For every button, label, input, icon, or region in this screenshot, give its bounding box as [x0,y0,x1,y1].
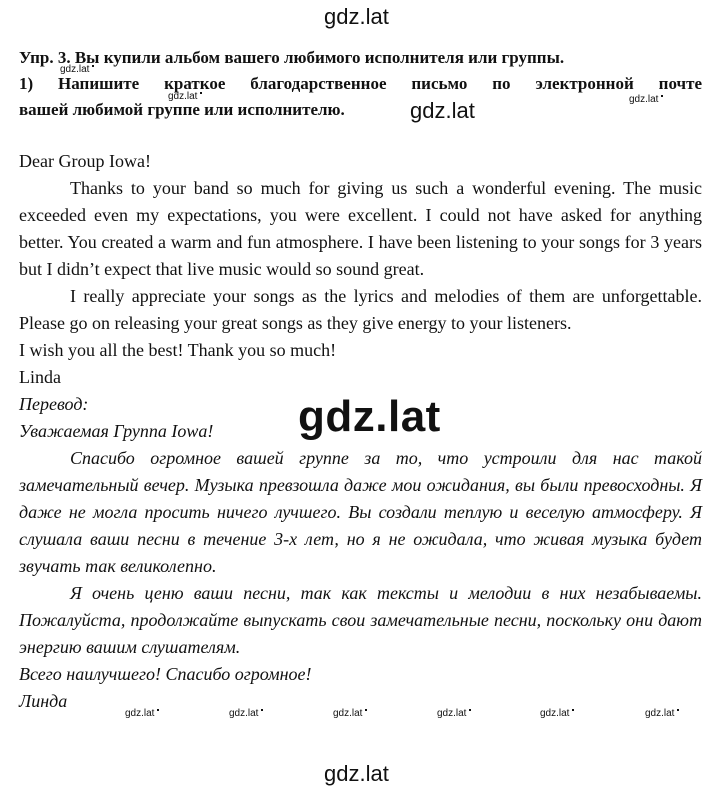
translation-greeting: Уважаемая Группа Iowa! [19,421,214,441]
watermark-inline: gdz.lat [410,98,475,123]
watermark-bottom: gdz.lat [324,761,389,786]
translation-paragraph-1: Спасибо огромное вашей группе за то, что устроили для нас такой замечательный вечер. Музыка превзошла даже мои ожидания, вы были превосходны. Я даже не могла просить ничего лучшего. Вы создали теплую и веселую атмосферу. Я слушала ваши песни в течение 3-х лет, но я не ожидала, что живая музыка будет звучать так великолепно. [19,448,702,576]
translation-paragraph-2: Я очень ценю ваши песни, так как тексты и мелодии в них незабываемы. Пожалуйста, продолжайте выпускать свои замечательные песни, поскольку они дают энергию вашим слушателям. [19,583,702,657]
watermark-small: gdz.lat [540,708,574,719]
translation-signature: Линда [19,691,68,711]
task-statement [19,45,702,123]
letter-greeting: Dear Group Iowa! [19,151,151,171]
task-line-3: вашей любимой группе или исполнителю. [19,100,345,119]
letter-closing: I wish you all the best! Thank you so much! [19,340,337,360]
letter-paragraph-2: I really appreciate your songs as the lyrics and melodies of them are unforgettable. Please go on releasing your great songs as they give energy to your listeners. [19,286,702,333]
watermark-small: gdz.lat [333,708,367,719]
task-line-1: Упр. 3. Вы купили альбом вашего любимого исполнителя или группы. [19,48,565,67]
watermark-small: gdz.lat [437,708,471,719]
watermark-center: gdz.lat [298,392,441,441]
translation-closing: Всего наилучшего! Спасибо огромное! [19,664,312,684]
letter-signature: Linda [19,367,61,387]
watermark-small: gdz.lat [645,708,679,719]
watermark-small: gdz.lat [168,91,202,102]
watermark-small: gdz.lat [125,708,159,719]
translation-heading: Перевод: [19,394,89,414]
watermark-small: gdz.lat [60,64,94,75]
task-line-2: 1) Напишите краткое благодарственное письмо по электронной почте [19,74,702,93]
watermark-small: gdz.lat [229,708,263,719]
letter-paragraph-1: Thanks to your band so much for giving us such a wonderful evening. The music exceeded even my expectations, you were excellent. I could not have asked for anything better. You created a warm and fun atmosphere. I have been listening to your songs for 3 years but I didn’t expect that live music would so sound great. [19,178,702,279]
watermark-top: gdz.lat [324,4,389,29]
watermark-small: gdz.lat [629,94,663,105]
